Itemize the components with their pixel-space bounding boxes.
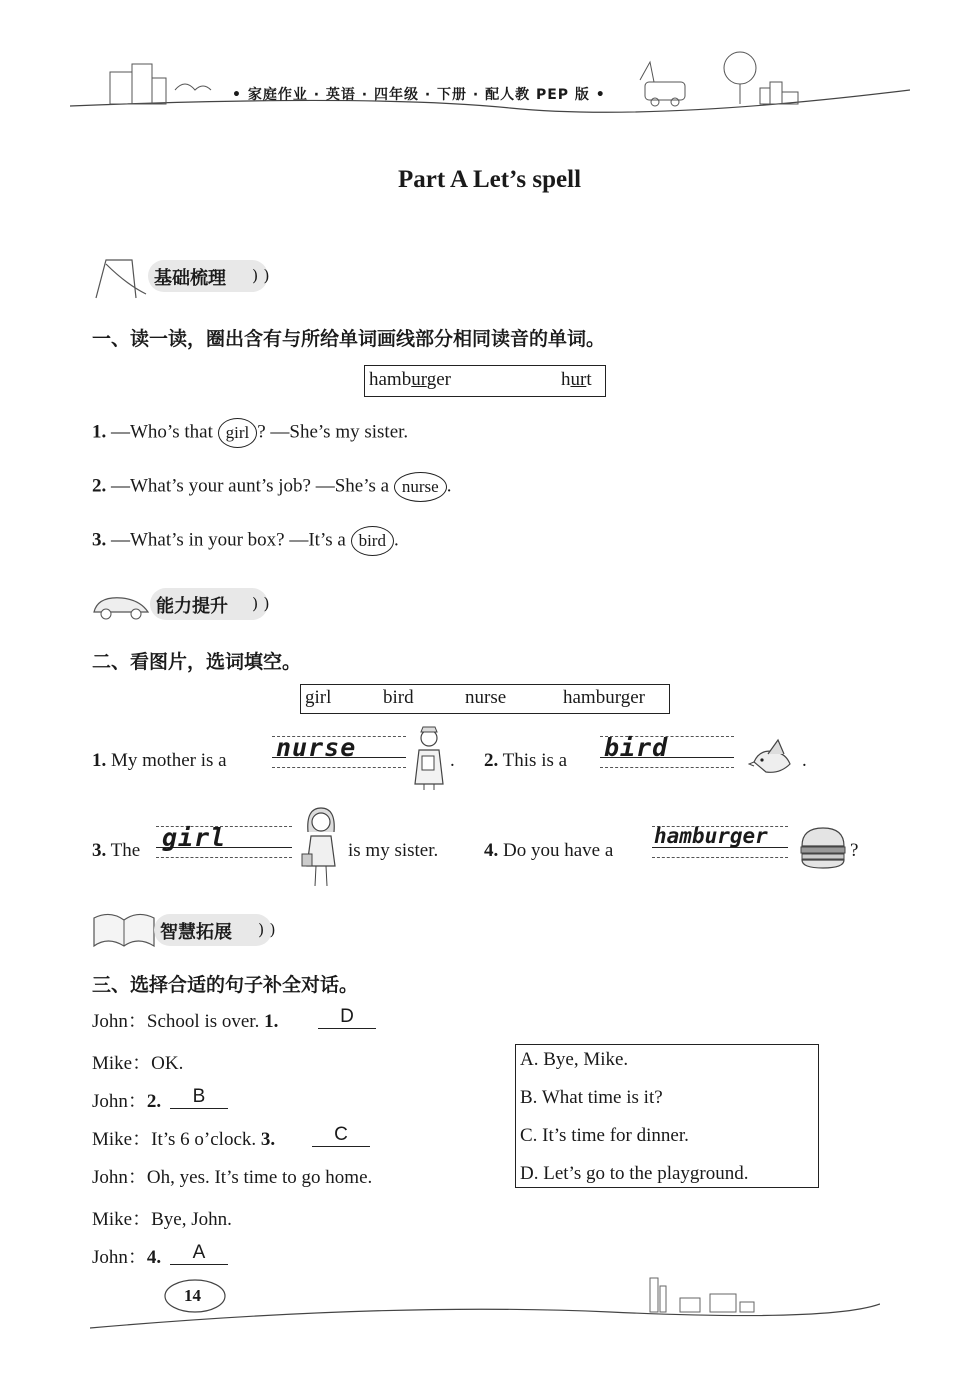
car-icon — [90, 588, 152, 624]
page-title: Part A Let’s spell — [397, 166, 582, 193]
part3-instruction: 三、选择合适的句子补全对话。 — [92, 974, 359, 996]
dialogue-line-3: John：2. — [92, 1091, 162, 1112]
slide-icon — [92, 254, 152, 300]
hamburger-picture — [798, 826, 848, 870]
answer-blank[interactable]: C — [312, 1124, 370, 1147]
key-word-hurt: hurt — [561, 369, 592, 390]
part1-item-2: 2. —What’s your aunt’s job? —She’s a nurse . — [92, 472, 451, 502]
dialogue-line-1: John：School is over. 1. — [92, 1011, 279, 1032]
handwritten-answer: bird — [604, 733, 669, 762]
girl-picture — [298, 806, 344, 892]
book-icon — [90, 910, 158, 950]
handwritten-answer: girl — [162, 823, 227, 852]
answer-blank[interactable]: B — [170, 1086, 228, 1109]
word-bank-box — [300, 684, 670, 714]
option-b: B. What time is it? — [520, 1087, 663, 1108]
word-bank-item: bird — [383, 687, 414, 708]
dialogue-line-5: John：Oh, yes. It’s time to go home. — [92, 1167, 373, 1188]
wave-icon: ) ) — [252, 594, 270, 613]
dialogue-line-2: Mike：OK. — [92, 1053, 184, 1074]
key-words-box — [364, 365, 606, 397]
bird-picture — [748, 738, 800, 780]
option-d: D. Let’s go to the playground. — [520, 1163, 749, 1184]
section-badge-ability — [90, 582, 290, 626]
part2-item-2-suffix: . — [802, 750, 807, 771]
part2-item-3-suffix: is my sister. — [348, 840, 439, 861]
answer-line[interactable] — [600, 733, 734, 768]
section-badge-label: 能力提升 — [156, 596, 228, 617]
answer-blank[interactable]: A — [170, 1242, 228, 1265]
part2-item-4-prefix: 4. Do you have a — [484, 840, 614, 861]
option-c: C. It’s time for dinner. — [520, 1125, 689, 1146]
nurse-picture — [410, 726, 448, 792]
word-bank-item: hamburger — [563, 687, 645, 708]
part2-instruction: 二、看图片，选词填空。 — [92, 651, 302, 673]
word-bank-item: girl — [305, 687, 332, 708]
handwritten-answer: nurse — [276, 733, 357, 762]
key-word-hamburger: hamburger — [369, 369, 451, 390]
part1-instruction: 一、读一读，圈出含有与所给单词画线部分相同读音的单词。 — [92, 328, 606, 350]
answer-blank[interactable]: D — [318, 1006, 376, 1029]
answer-line[interactable] — [652, 826, 788, 858]
section-badge-basics — [92, 254, 292, 300]
series-header: • 家庭作业 · 英语 · 四年级 · 下册 · 配人教 PEP 版 • — [232, 87, 606, 103]
part1-item-1: 1. —Who’s that girl ? —She’s my sister. — [92, 418, 408, 448]
options-box — [515, 1044, 819, 1188]
part2-item-3-prefix: 3. The — [92, 840, 141, 861]
answer-line[interactable] — [156, 823, 292, 858]
circled-word[interactable]: bird — [351, 526, 394, 556]
part2-item-1-suffix: . — [450, 750, 455, 771]
section-badge-label: 基础梳理 — [154, 268, 226, 289]
section-badge-wisdom — [90, 908, 290, 952]
section-badge-label: 智慧拓展 — [160, 922, 232, 943]
dialogue-line-6: Mike：Bye, John. — [92, 1209, 232, 1230]
footer-decoration — [90, 1272, 880, 1332]
page-number: 14 — [184, 1286, 201, 1305]
answer-line[interactable] — [272, 733, 406, 768]
word-bank-item: nurse — [465, 687, 507, 708]
handwritten-answer: hamburger — [654, 824, 768, 848]
circled-word[interactable]: girl — [218, 418, 258, 448]
part2-item-2-prefix: 2. This is a — [484, 750, 568, 771]
circled-word[interactable]: nurse — [394, 472, 447, 502]
dialogue-line-4: Mike：It’s 6 o’clock. 3. — [92, 1129, 276, 1150]
option-a: A. Bye, Mike. — [520, 1049, 629, 1070]
part2-item-1-prefix: 1. My mother is a — [92, 750, 227, 771]
part1-item-3: 3. —What’s in your box? —It’s a bird . — [92, 526, 399, 556]
wave-icon: ) ) — [258, 920, 276, 939]
wave-icon: ) ) — [252, 266, 270, 285]
dialogue-line-7: John：4. — [92, 1247, 162, 1268]
part2-item-4-suffix: ? — [850, 840, 859, 861]
